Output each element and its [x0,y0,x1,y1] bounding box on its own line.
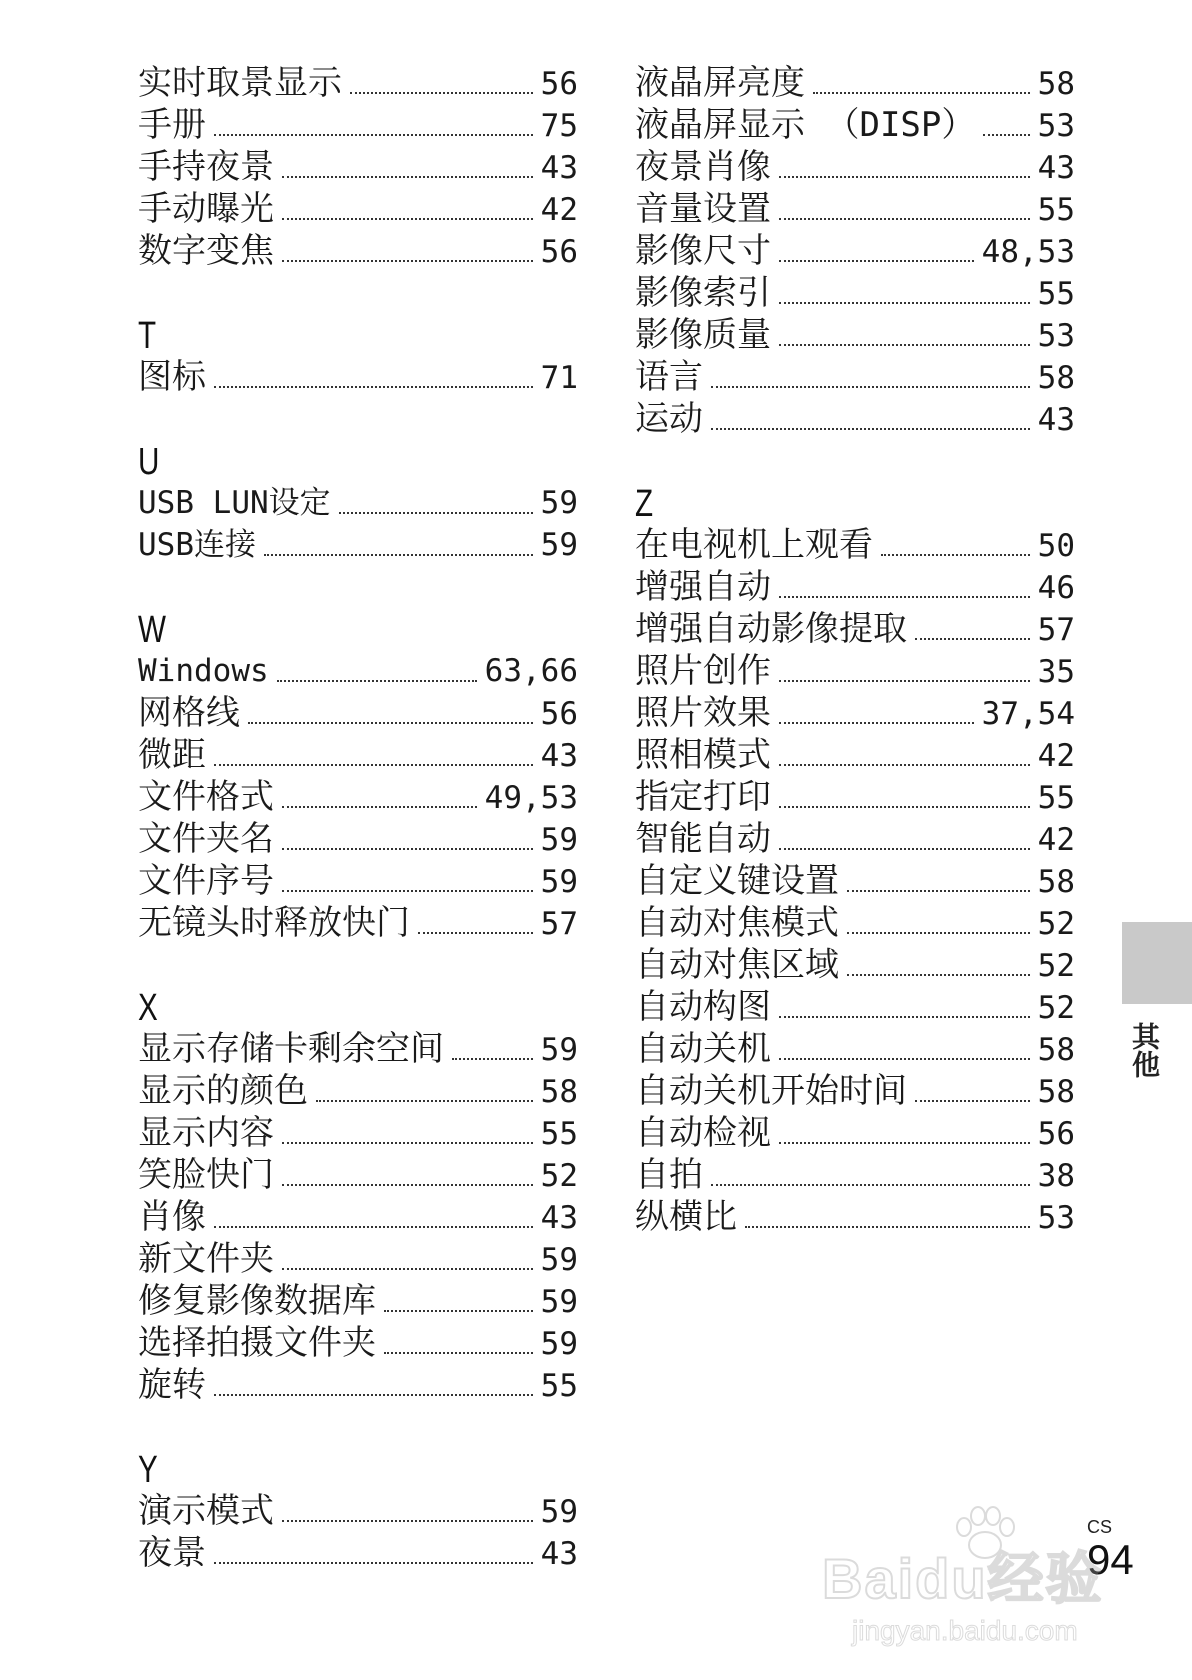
index-entry [635,1028,1075,1070]
index-entry-page: 55 [1037,192,1075,228]
index-entry-page: 42 [1037,738,1075,774]
dot-leader [745,1226,1030,1228]
dot-leader [277,680,477,682]
index-entry-term: 显示存储卡剩余空间 [138,1029,444,1069]
index-entry-page: 37,54 [981,696,1075,732]
index-entry-term: 自动对焦模式 [635,903,839,943]
dot-leader [847,932,1030,934]
index-entry-term: 显示的颜色 [138,1071,308,1111]
dot-leader [779,344,1030,346]
index-entry-page: 59 [540,1494,578,1530]
index-entry [138,1070,578,1112]
index-section [635,62,1075,440]
dot-leader [813,92,1030,94]
index-entry-page: 52 [540,1158,578,1194]
index-entry [635,1112,1075,1154]
dot-leader [779,176,1030,178]
section-side-tab [1122,922,1192,1004]
watermark-url: jingyan.baidu.com [852,1615,1078,1646]
index-entry-term: 自动对焦区域 [635,945,839,985]
index-entry [635,986,1075,1028]
dot-leader [779,722,974,724]
dot-leader [282,1184,533,1186]
index-section [138,62,578,272]
index-entry-page: 56 [540,696,578,732]
index-entry-term: 自拍 [635,1155,703,1195]
index-entry-term: 自定义键设置 [635,861,839,901]
index-entry-term: 智能自动 [635,819,771,859]
index-entry-term: 笑脸快门 [138,1155,274,1195]
index-entry-term: 数字变焦 [138,231,274,271]
index-entry [635,524,1075,566]
dot-leader [915,638,1030,640]
index-entry-page: 43 [540,738,578,774]
index-entry-page: 58 [1037,360,1075,396]
index-entry-term: 自动检视 [635,1113,771,1153]
dot-leader [214,386,533,388]
dot-leader [214,1394,533,1396]
index-entry [635,62,1075,104]
index-entry-term: 实时取景显示 [138,63,342,103]
index-entry [138,860,578,902]
dot-leader [384,1352,533,1354]
index-section [138,316,578,398]
dot-leader [779,680,1030,682]
dot-leader [214,764,533,766]
index-entry-page: 58 [1037,1032,1075,1068]
dot-leader [779,260,974,262]
dot-leader [779,218,1030,220]
index-entry-page: 57 [1037,612,1075,648]
index-entry [635,902,1075,944]
index-entry-term: 音量设置 [635,189,771,229]
index-entry-term: 修复影像数据库 [138,1281,376,1321]
index-entry-page: 43 [540,1200,578,1236]
index-entry [138,1154,578,1196]
index-right-column [635,62,1075,1282]
index-entry-page: 52 [1037,990,1075,1026]
index-entry-term: 新文件夹 [138,1239,274,1279]
dot-leader [915,1100,1030,1102]
baidu-jingyan-watermark [822,1505,1122,1655]
watermark-brand: Baidu经验 [822,1547,1104,1610]
dot-leader [847,974,1030,976]
index-entry-term: 增强自动影像提取 [635,609,907,649]
index-entry-term: 运动 [635,399,703,439]
index-entry [138,1028,578,1070]
index-entry-page: 55 [540,1368,578,1404]
index-letter-heading: U [138,441,160,483]
index-entry-term: 肖像 [138,1197,206,1237]
index-entry [635,692,1075,734]
index-left-column [138,62,578,1618]
dot-leader [711,1184,1030,1186]
index-entry-page: 43 [1037,150,1075,186]
dot-leader [350,92,533,94]
dot-leader [282,260,533,262]
dot-leader [779,806,1030,808]
index-section [138,610,578,944]
index-section [138,988,578,1406]
index-entry [138,734,578,776]
index-entry-page: 53 [1037,1200,1075,1236]
index-entry [138,1322,578,1364]
index-entry-page: 38 [1037,1158,1075,1194]
dot-leader [214,134,533,136]
dot-leader [711,386,1030,388]
index-entry [138,1532,578,1574]
index-entry-page: 58 [1037,66,1075,102]
index-entry-term: 显示内容 [138,1113,274,1153]
dot-leader [711,428,1030,430]
dot-leader [248,722,533,724]
index-entry-term: 照相模式 [635,735,771,775]
index-entry-page: 52 [1037,906,1075,942]
index-entry [138,1196,578,1238]
index-entry-term: 照片创作 [635,651,771,691]
index-entry-term: 手册 [138,105,206,145]
dot-leader [282,848,533,850]
index-entry-page: 56 [540,66,578,102]
index-entry [635,314,1075,356]
index-entry-page: 48,53 [981,234,1075,270]
index-entry-page: 42 [540,192,578,228]
index-entry-term: 纵横比 [635,1197,737,1237]
index-entry [138,902,578,944]
index-entry-page: 58 [1037,864,1075,900]
dot-leader [282,806,477,808]
index-entry-term: 液晶屏显示 （DISP） [635,105,976,145]
index-entry-term: 指定打印 [635,777,771,817]
index-entry [635,860,1075,902]
index-section [138,442,578,566]
index-entry-page: 75 [540,108,578,144]
dot-leader [282,176,533,178]
index-entry [635,818,1075,860]
dot-leader [264,554,533,556]
index-entry [635,944,1075,986]
index-entry-term: 语言 [635,357,703,397]
dot-leader [316,1100,533,1102]
index-entry-page: 59 [540,485,578,521]
index-entry-page: 55 [1037,780,1075,816]
index-entry-term: 在电视机上观看 [635,525,873,565]
index-entry [138,230,578,272]
index-entry-page: 43 [540,1536,578,1572]
paw-icon [950,1505,1020,1565]
index-entry [138,1112,578,1154]
index-entry [138,1238,578,1280]
index-entry [635,356,1075,398]
index-entry [138,482,578,524]
dot-leader [983,134,1029,136]
index-entry-page: 52 [1037,948,1075,984]
index-entry-page: 35 [1037,654,1075,690]
index-entry-term: 影像尺寸 [635,231,771,271]
index-entry [138,692,578,734]
index-entry [635,1154,1075,1196]
dot-leader [779,1142,1030,1144]
index-entry-page: 43 [1037,402,1075,438]
dot-leader [881,554,1030,556]
index-entry [138,650,578,692]
index-entry [635,608,1075,650]
index-entry-term: 手持夜景 [138,147,274,187]
index-entry-page: 58 [1037,1074,1075,1110]
index-entry-page: 63,66 [484,653,578,689]
index-entry-page: 71 [540,360,578,396]
index-entry-page: 42 [1037,822,1075,858]
dot-leader [282,890,533,892]
index-letter-heading: Z [635,483,654,525]
index-entry-term: Windows [138,653,269,689]
index-entry [138,356,578,398]
index-entry-page: 59 [540,1032,578,1068]
index-entry-page: 56 [540,234,578,270]
index-entry [635,230,1075,272]
index-entry-term: 旋转 [138,1365,206,1405]
dot-leader [214,1226,533,1228]
dot-leader [847,890,1030,892]
index-entry [635,776,1075,818]
index-entry-page: 59 [540,1284,578,1320]
index-entry-page: 59 [540,1326,578,1362]
dot-leader [779,596,1030,598]
index-letter-heading: Y [138,1449,158,1491]
index-entry-term: 自动构图 [635,987,771,1027]
index-entry [635,1070,1075,1112]
dot-leader [779,848,1030,850]
index-entry [138,1280,578,1322]
index-entry [635,734,1075,776]
index-entry-page: 55 [540,1116,578,1152]
index-entry [635,398,1075,440]
index-entry-page: 50 [1037,528,1075,564]
dot-leader [214,1562,533,1564]
index-letter-heading: T [138,315,157,357]
index-entry-term: 图标 [138,357,206,397]
index-entry-page: 53 [1037,108,1075,144]
dot-leader [418,932,533,934]
index-entry [138,104,578,146]
index-entry-term: 液晶屏亮度 [635,63,805,103]
dot-leader [282,1520,533,1522]
index-entry [138,62,578,104]
dot-leader [779,1016,1030,1018]
index-entry-term: 演示模式 [138,1491,274,1531]
dot-leader [384,1310,533,1312]
index-entry-term: 照片效果 [635,693,771,733]
index-entry-term: 夜景 [138,1533,206,1573]
index-entry [635,146,1075,188]
index-entry-page: 55 [1037,276,1075,312]
dot-leader [779,1058,1030,1060]
index-letter-heading: W [138,609,166,651]
dot-leader [282,1142,533,1144]
index-entry-term: 夜景肖像 [635,147,771,187]
index-section [635,484,1075,1238]
section-side-label: 其他 [1128,1022,1161,1078]
index-entry-term: 文件夹名 [138,819,274,859]
language-code: CS [1087,1517,1113,1537]
index-letter-heading: X [138,987,158,1029]
index-entry-term: 微距 [138,735,206,775]
dot-leader [779,764,1030,766]
index-entry-page: 58 [540,1074,578,1110]
index-entry-term: 选择拍摄文件夹 [138,1323,376,1363]
index-entry [635,1196,1075,1238]
index-entry-page: 57 [540,906,578,942]
index-entry-term: 自动关机 [635,1029,771,1069]
index-section [138,1450,578,1574]
index-entry [138,146,578,188]
index-entry-page: 43 [540,150,578,186]
index-entry [138,1364,578,1406]
index-entry [635,650,1075,692]
index-entry-term: 文件序号 [138,861,274,901]
index-entry-page: 46 [1037,570,1075,606]
index-entry-page: 59 [540,1242,578,1278]
index-entry-page: 59 [540,864,578,900]
index-entry [635,188,1075,230]
index-entry [138,188,578,230]
dot-leader [339,512,533,514]
index-entry-term: 无镜头时释放快门 [138,903,410,943]
dot-leader [282,218,533,220]
index-entry [138,524,578,566]
index-entry [138,776,578,818]
page-number: 94 [1087,1536,1134,1583]
index-entry [138,1490,578,1532]
index-entry-page: 59 [540,822,578,858]
index-entry-term: 影像索引 [635,273,771,313]
index-entry [635,272,1075,314]
index-entry-term: USB连接 [138,527,256,563]
index-entry [138,818,578,860]
dot-leader [779,302,1030,304]
dot-leader [452,1058,533,1060]
index-entry-term: 影像质量 [635,315,771,355]
dot-leader [282,1268,533,1270]
index-entry-term: 网格线 [138,693,240,733]
index-entry [635,566,1075,608]
index-entry-term: 手动曝光 [138,189,274,229]
index-entry-page: 56 [1037,1116,1075,1152]
index-entry-page: 59 [540,527,578,563]
index-entry-term: USB LUN设定 [138,485,331,521]
index-entry-page: 53 [1037,318,1075,354]
index-entry-term: 增强自动 [635,567,771,607]
index-entry-term: 文件格式 [138,777,274,817]
index-entry-page: 49,53 [484,780,578,816]
index-entry-term: 自动关机开始时间 [635,1071,907,1111]
index-entry [635,104,1075,146]
